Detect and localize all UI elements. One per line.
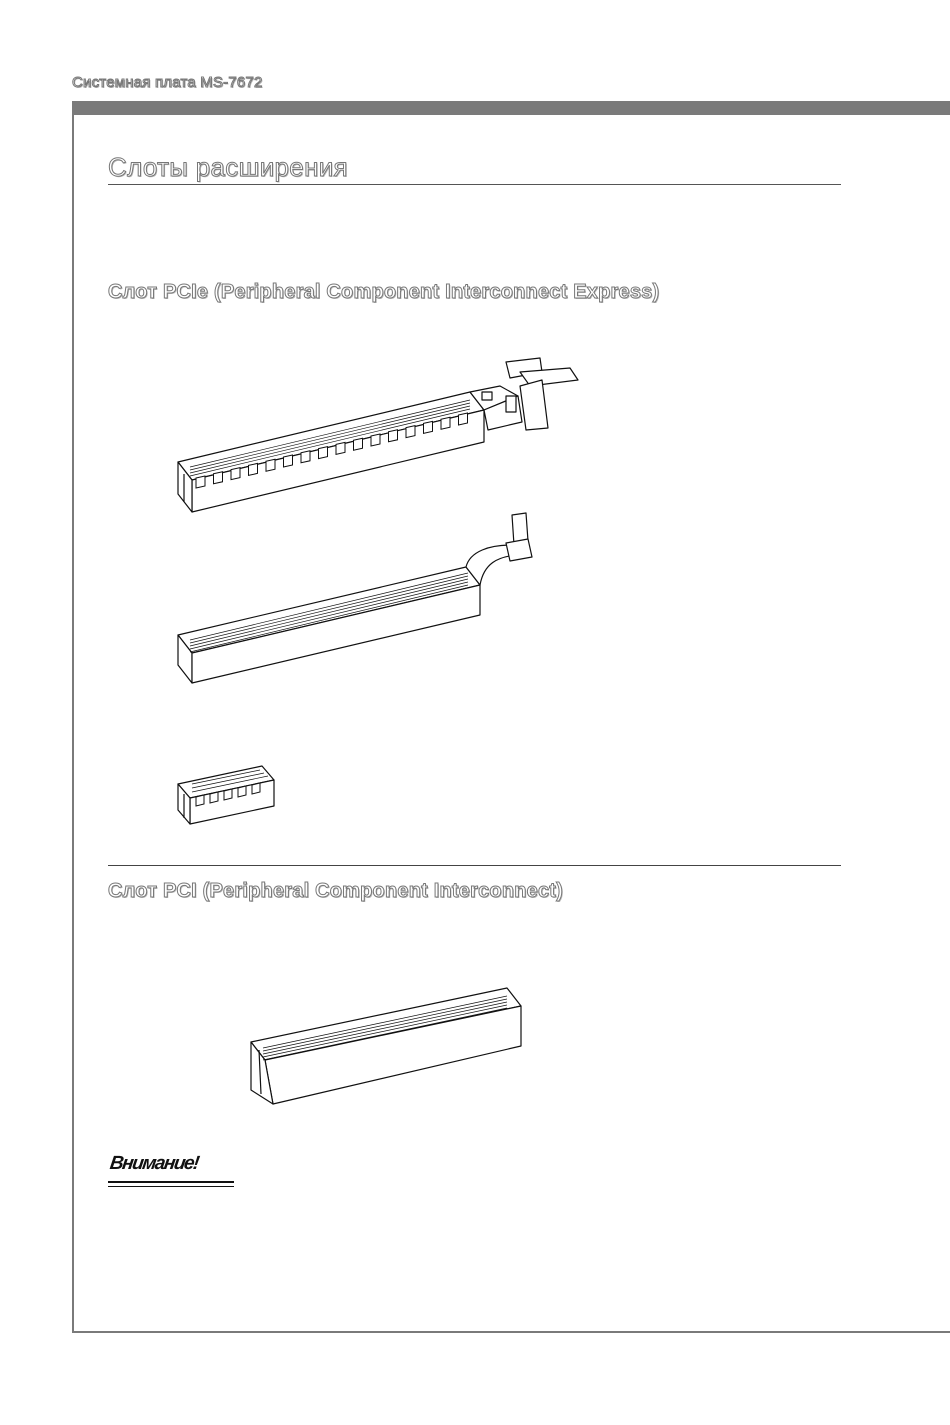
running-header: Системная плата MS-7672	[72, 74, 263, 91]
pcie-x16-slot-alt-illustration	[170, 505, 550, 690]
note-underline	[108, 1181, 234, 1183]
pcie-x1-slot-illustration	[170, 760, 290, 835]
section-divider	[108, 865, 841, 866]
pci-slot-illustration	[245, 980, 535, 1110]
pci-heading: Слот PCI (Peripheral Component Interconnect)	[108, 880, 564, 902]
title-underline	[108, 184, 841, 185]
pcie-heading: Слот PCIe (Peripheral Component Interconnect Express)	[108, 281, 660, 303]
left-margin-rule	[72, 101, 74, 1333]
bottom-rule	[72, 1331, 950, 1333]
pcie-x16-slot-illustration	[170, 350, 590, 520]
section-title: Слоты расширения	[108, 152, 348, 182]
header-bar	[73, 101, 950, 115]
note-underline-thin	[108, 1186, 234, 1187]
note-label: Внимание!	[108, 1153, 200, 1174]
